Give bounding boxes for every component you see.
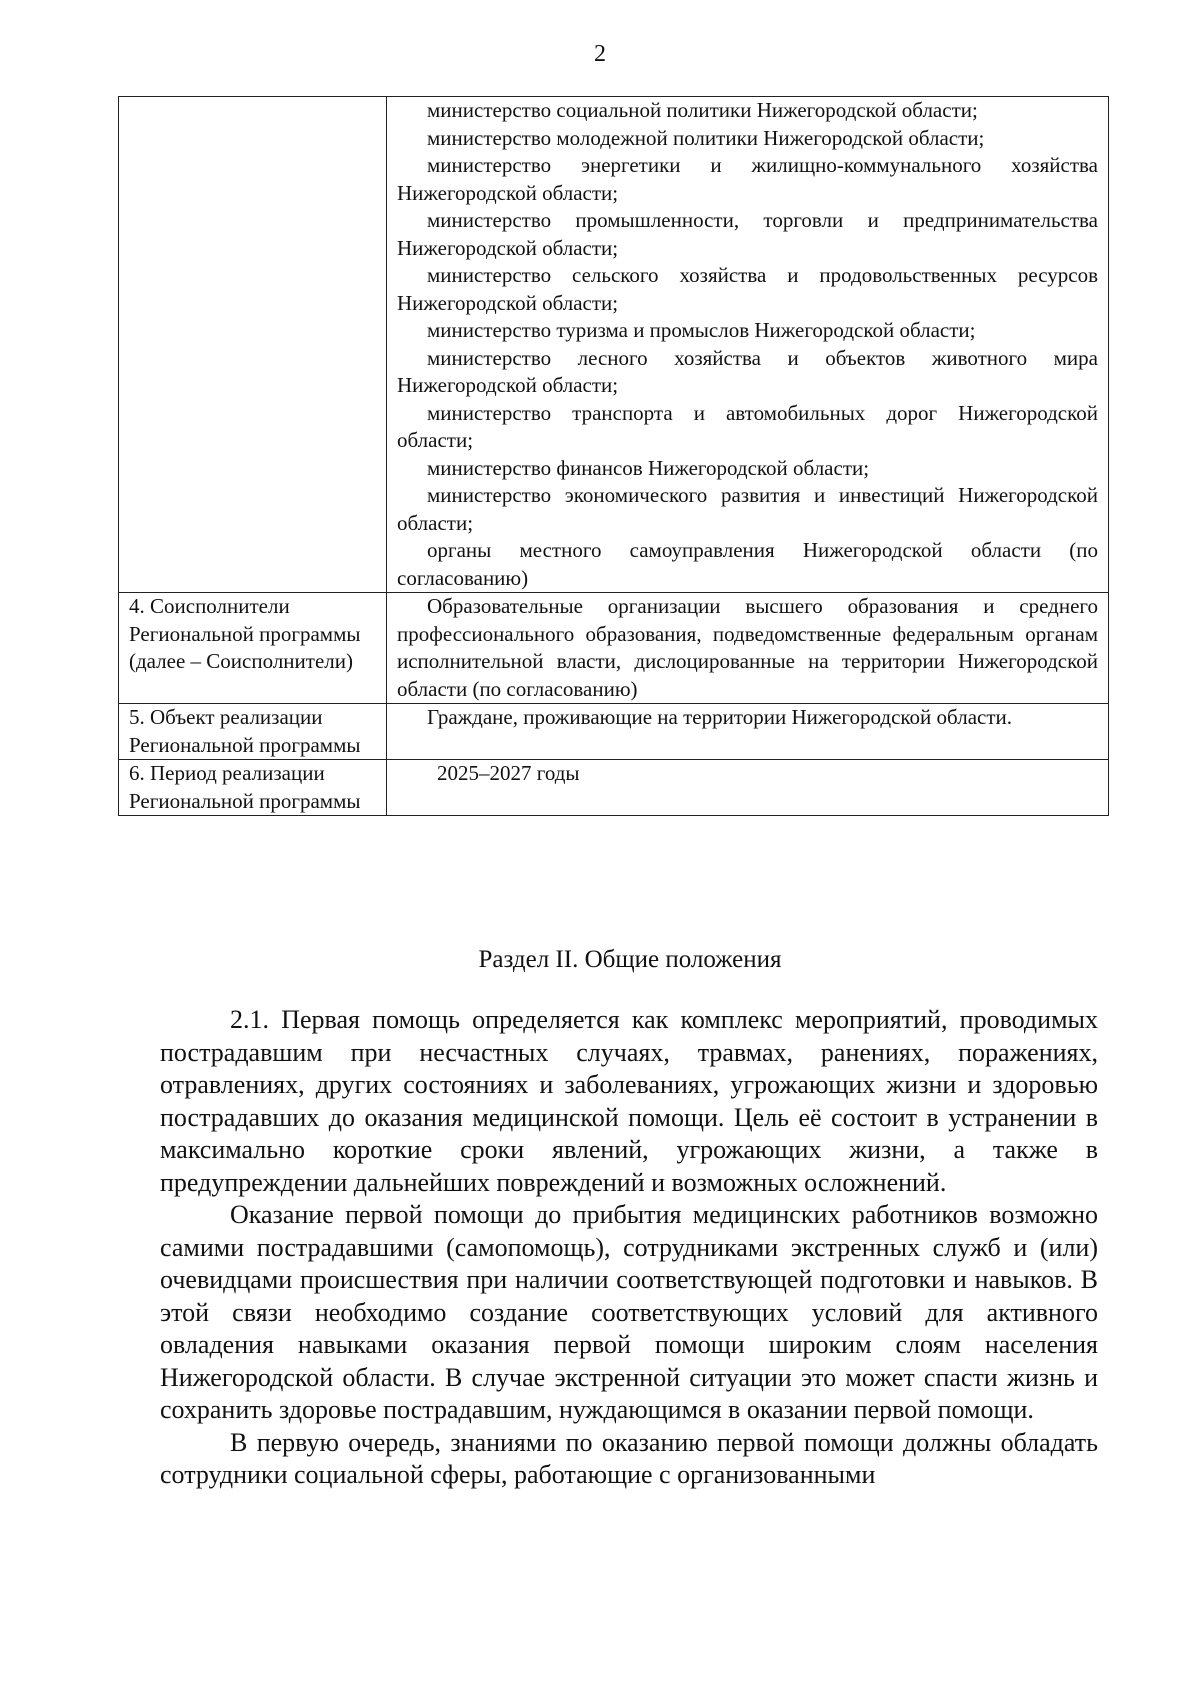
page-number: 2 xyxy=(594,41,606,67)
list-item-ministry: министерство экономического развития и инвестиций Нижегородской области; xyxy=(397,483,1098,535)
period-text: 2025–2027 годы xyxy=(437,761,580,785)
list-item-ministry: министерство промышленности, торговли и предпринимательства Нижегородской области; xyxy=(397,208,1098,260)
co-executors-text: Образовательные организации высшего образования и среднего профессионального образования, подведомственные федеральным органам исполнительной власти, дислоцированные на территории Нижегородской области (по согласованию) xyxy=(397,594,1098,701)
table-cell-content xyxy=(387,593,1109,704)
list-item-ministry: министерство транспорта и автомобильных дорог Нижегородской области; xyxy=(397,400,1098,452)
table-row-executors-continued xyxy=(119,97,1109,593)
object-text: Граждане, проживающие на территории Нижегородской области. xyxy=(427,705,1012,729)
table-cell-label: 6. Период реализации Региональной программы xyxy=(119,760,387,816)
section-heading: Раздел II. Общие положения xyxy=(478,946,782,973)
table-row-co-executors xyxy=(119,593,1109,704)
list-item-ministry: министерство сельского хозяйства и продовольственных ресурсов Нижегородской области; xyxy=(397,263,1098,315)
table-cell-label-empty xyxy=(119,97,387,593)
paragraph: В первую очередь, знаниями по оказанию первой помощи должны обладать сотрудники социальной сферы, работающие с организованными xyxy=(160,1427,1098,1489)
paragraph: 2.1. Первая помощь определяется как комплекс мероприятий, проводимых пострадавшим при несчастных случаях, травмах, ранениях, поражениях, отравлениях, других состояниях и заболеваниях, угрожающих жизни и здоровью пострадавших до оказания медицинской помощи. Цель её состоит в устранении в максимально короткие сроки явлений, угрожающих жизни, а также в предупреждении дальнейших повреждений и возможных осложнений. xyxy=(160,1005,1098,1197)
list-item-ministry: министерство туризма и промыслов Нижегородской области; xyxy=(427,318,976,342)
section-body xyxy=(160,1004,1098,1492)
table-row-object xyxy=(119,704,1109,760)
list-item-ministry: министерство молодежной политики Нижегородской области; xyxy=(427,125,985,150)
table-cell-label: 4. Соисполнители Региональной программы (далее – Соисполнители) xyxy=(119,593,387,704)
list-item-ministry: министерство лесного хозяйства и объектов животного мира Нижегородской области; xyxy=(397,345,1098,397)
list-item-ministry: министерство энергетики и жилищно-коммунального хозяйства Нижегородской области; xyxy=(397,153,1098,205)
list-item-ministry: министерство финансов Нижегородской области; xyxy=(427,455,870,480)
list-item-local-government: органы местного самоуправления Нижегородской области (по согласованию) xyxy=(397,538,1098,590)
table-cell-label: 5. Объект реализации Региональной программы xyxy=(119,704,387,760)
program-passport-table xyxy=(118,96,1109,816)
paragraph: Оказание первой помощи до прибытия медицинских работников возможно самими пострадавшими (самопомощь), сотрудниками экстренных служб и (или) очевидцами происшествия при наличии соответствующей подготовки и навыков. В этой связи необходимо создание соответствующих условий для активного овладения навыками оказания первой помощи широким слоям населения Нижегородской области. В случае экстренной ситуации это может спасти жизнь и сохранить здоровье пострадавшим, нуждающимся в оказании первой помощи. xyxy=(160,1200,1098,1424)
list-item-ministry: министерство социальной политики Нижегородской области; xyxy=(427,98,978,122)
table-cell-content xyxy=(387,760,1109,816)
table-cell-content xyxy=(387,704,1109,760)
table-cell-ministries xyxy=(387,97,1109,593)
table-row-period xyxy=(119,760,1109,816)
